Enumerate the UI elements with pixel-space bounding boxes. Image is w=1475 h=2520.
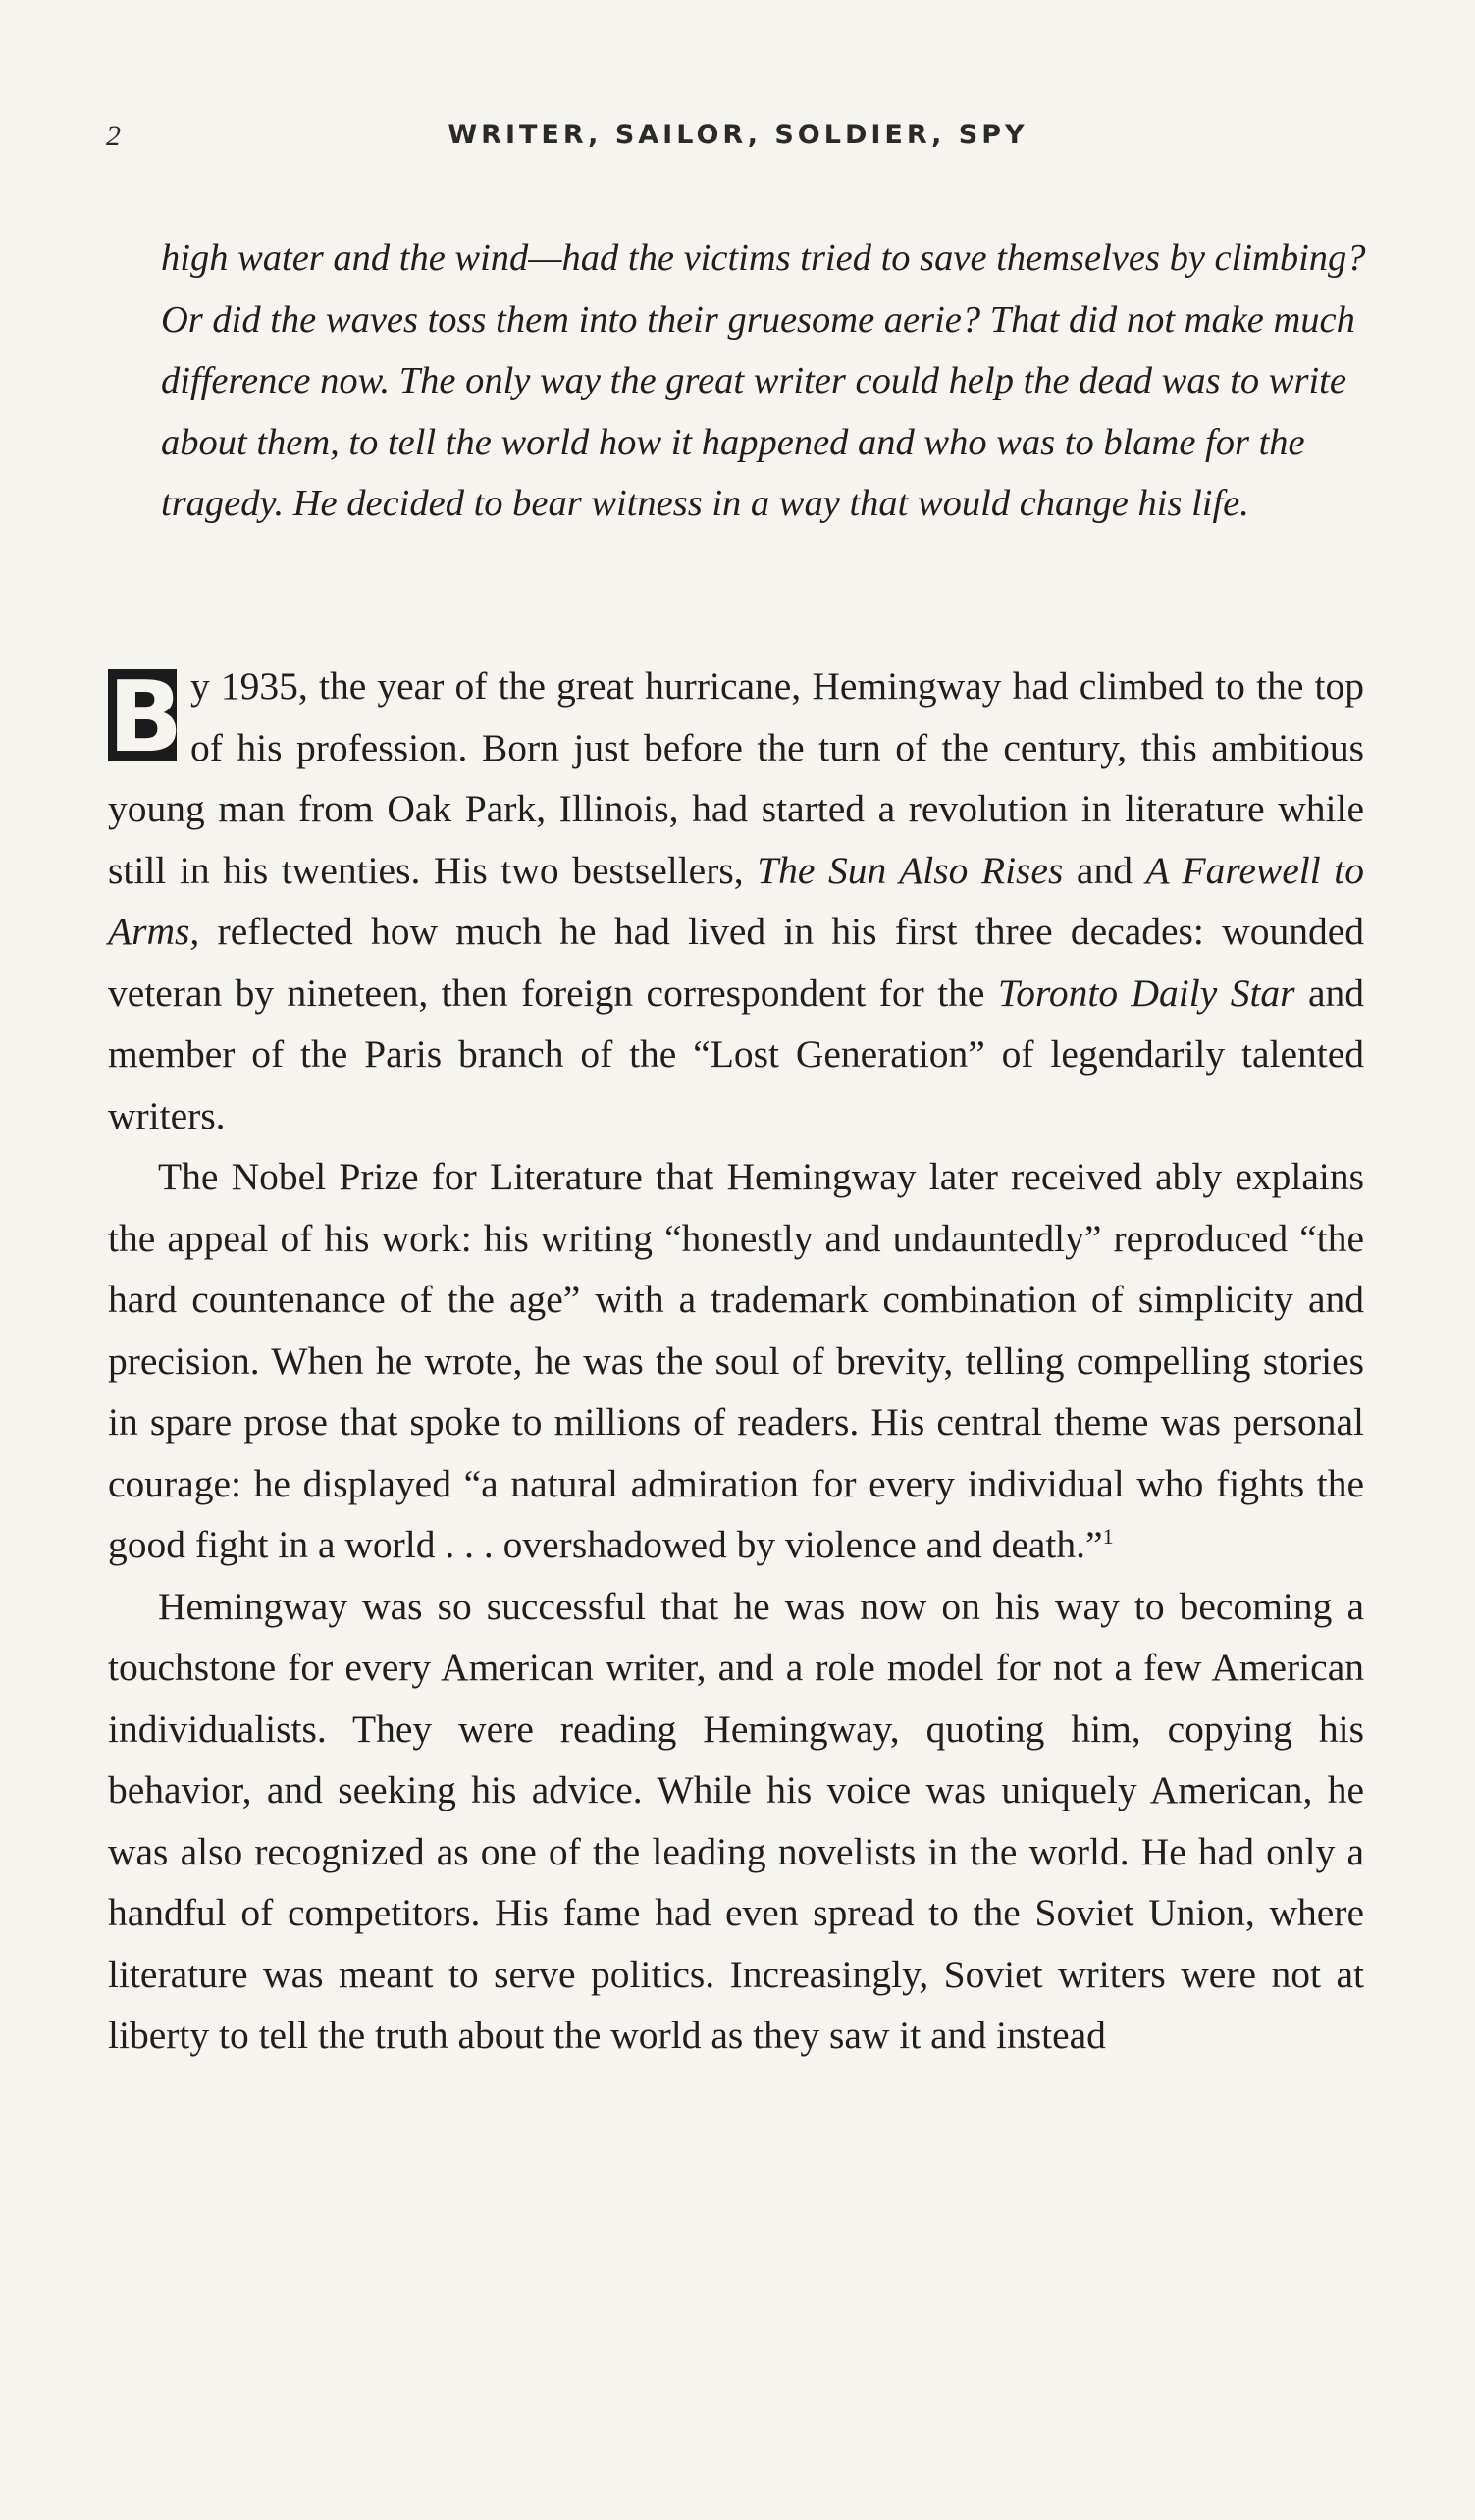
body-text: [108, 656, 1364, 2067]
paragraph-2: The Nobel Prize for Literature that Hemingway later received ably explains the appeal of his work: his writing “honestly and undauntedly” reproduced “the hard countenance of the age” with a trademark combination of simplicity and precision. When he wrote, he was the soul of brevity, telling compelling stories in spare prose that spoke to millions of readers. His central theme was personal courage: he displayed “a natural admiration for every individual who fights the good fight in a world . . . overshadowed by violence and death.”$^1$: [108, 1155, 1364, 1566]
book-title: A Farewell to Arms,: [108, 848, 1364, 953]
page-number: 2: [106, 120, 121, 152]
paragraph-3: Hemingway was so successful that he was now on his way to becoming a touchstone for every American writer, and a role model for not a few American individualists. They were reading Hemingway, quoting him, copying his behavior, and seeking his advice. While his voice was uniquely American, he was also recognized as one of the leading novelists in the world. He had only a handful of competitors. His fame had even spread to the Soviet Union, where literature was meant to serve politics. Increasingly, Soviet writers were not at liberty to tell the truth about the world as they saw it and instead: [108, 1584, 1364, 2057]
page-header: [0, 120, 1475, 169]
paragraph-1: B y 1935, the year of the great hurricane, Hemingway had climbed to the top of his profession. Born just before the turn of the century, this ambitious young man from Oak Park, Illinois, had started a revolution in literature while still in his twenties. His two bestsellers, The Sun Also Rises and A Farewell to Arms, reflected how much he had lived in his first three decades: wounded veteran by nineteen, then foreign correspondent for the Toronto Daily Star and member of the Paris branch of the “Lost Generation” of legendarily talented writers.: [108, 659, 1364, 1137]
newspaper-title: Toronto Daily Star: [997, 971, 1295, 1015]
intro-italic-paragraph: high water and the wind—had the victims tried to save themselves by climbing? Or did the waves toss them into their gruesome aerie? That did not make much difference now. The only way the great writer could help the dead was to write about them, to tell the world how it happened and who was to blame for the tragedy. He decided to bear witness in a way that would change his life.: [161, 237, 1366, 524]
running-head: WRITER, SAILOR, SOLDIER, SPY: [448, 120, 1028, 150]
footnote-marker: 1: [1102, 1523, 1114, 1549]
book-title: The Sun Also Rises: [757, 848, 1064, 892]
drop-cap: B: [108, 659, 184, 774]
